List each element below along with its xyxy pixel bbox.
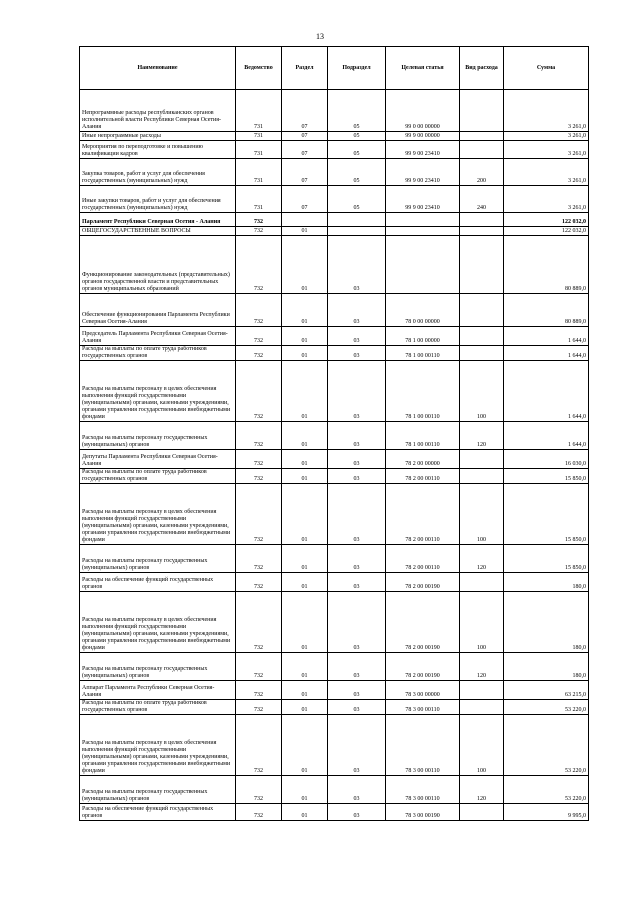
cell-type [460,450,504,469]
cell-dept: 732 [236,653,282,681]
cell-target: 78 3 00 00000 [386,681,460,700]
budget-table [79,46,589,821]
cell-amount: 15 850,0 [504,484,589,545]
cell-dept: 732 [236,327,282,346]
cell-dept: 731 [236,159,282,186]
cell-type [460,700,504,715]
cell-target: 78 1 00 00000 [386,327,460,346]
cell-type: 100 [460,484,504,545]
table-row [80,227,589,236]
cell-amount: 16 030,0 [504,450,589,469]
cell-dept: 732 [236,573,282,592]
cell-section: 01 [282,776,328,804]
cell-subsection: 03 [328,804,386,821]
cell-amount: 53 220,0 [504,776,589,804]
cell-dept: 732 [236,681,282,700]
table-row [80,186,589,213]
table-row [80,361,589,422]
cell-type [460,294,504,327]
header-expense-type: Вид расхода [460,47,504,90]
cell-amount: 80 889,0 [504,294,589,327]
cell-section: 07 [282,141,328,159]
cell-subsection: 03 [328,681,386,700]
cell-dept: 732 [236,361,282,422]
table-row [80,159,589,186]
cell-name: Закупка товаров, работ и услуг для обеспечения государственных (муниципальных) нужд [80,159,236,186]
cell-dept: 731 [236,90,282,132]
table-row [80,132,589,141]
cell-type: 100 [460,715,504,776]
cell-name: Расходы на выплаты персоналу государственных (муниципальных) органов [80,776,236,804]
cell-type [460,90,504,132]
cell-subsection: 03 [328,653,386,681]
cell-amount: 3 261,0 [504,90,589,132]
table-row [80,213,589,227]
cell-subsection: 05 [328,132,386,141]
table-row [80,422,589,450]
table-row [80,294,589,327]
table-row [80,346,589,361]
cell-subsection [328,213,386,227]
cell-target: 78 1 00 00110 [386,361,460,422]
cell-subsection: 03 [328,294,386,327]
cell-name: Расходы на выплаты по оплате труда работников государственных органов [80,700,236,715]
cell-section: 01 [282,653,328,681]
cell-dept: 732 [236,236,282,294]
cell-section: 01 [282,681,328,700]
cell-type [460,213,504,227]
cell-target: 99 9 00 23410 [386,159,460,186]
cell-dept: 732 [236,346,282,361]
cell-target: 78 2 00 00000 [386,450,460,469]
cell-name: Председатель Парламента Республики Северная Осетия-Алания [80,327,236,346]
cell-amount: 1 644,0 [504,361,589,422]
header-amount: Сумма [504,47,589,90]
table-row [80,592,589,653]
cell-target: 78 1 00 00110 [386,346,460,361]
cell-amount: 180,0 [504,653,589,681]
cell-section: 01 [282,484,328,545]
cell-type [460,346,504,361]
cell-dept: 732 [236,450,282,469]
cell-section: 01 [282,700,328,715]
cell-dept: 732 [236,469,282,484]
cell-subsection: 03 [328,700,386,715]
table-row [80,141,589,159]
cell-subsection: 03 [328,361,386,422]
table-row [80,450,589,469]
cell-dept: 732 [236,715,282,776]
cell-type: 200 [460,159,504,186]
cell-section: 01 [282,236,328,294]
cell-name: Мероприятия по переподготовке и повышению квалификации кадров [80,141,236,159]
cell-amount: 180,0 [504,573,589,592]
cell-name: Расходы на выплаты персоналу государственных (муниципальных) органов [80,545,236,573]
cell-type: 120 [460,776,504,804]
cell-target: 78 2 00 00190 [386,653,460,681]
table-row [80,236,589,294]
cell-dept: 731 [236,132,282,141]
cell-amount: 3 261,0 [504,132,589,141]
cell-section: 01 [282,346,328,361]
cell-amount: 53 220,0 [504,700,589,715]
cell-dept: 731 [236,141,282,159]
cell-name: Функционирование законодательных (представительных) органов государственной власти и представительных органов муниципальных образований [80,236,236,294]
cell-subsection: 03 [328,592,386,653]
cell-section: 01 [282,715,328,776]
cell-name: ОБЩЕГОСУДАРСТВЕННЫЕ ВОПРОСЫ [80,227,236,236]
header-subsection: Подраздел [328,47,386,90]
cell-amount: 1 644,0 [504,327,589,346]
cell-target: 99 0 00 00000 [386,90,460,132]
cell-target: 78 2 00 00110 [386,469,460,484]
cell-type [460,469,504,484]
cell-section: 01 [282,573,328,592]
cell-subsection: 03 [328,545,386,573]
cell-subsection [328,227,386,236]
cell-amount: 122 032,0 [504,227,589,236]
table-row [80,681,589,700]
cell-type: 100 [460,361,504,422]
cell-name: Расходы на выплаты персоналу государственных (муниципальных) органов [80,653,236,681]
cell-amount: 1 644,0 [504,346,589,361]
cell-type [460,681,504,700]
cell-section: 01 [282,592,328,653]
cell-name: Расходы на выплаты по оплате труда работников государственных органов [80,469,236,484]
cell-target: 78 3 00 00110 [386,715,460,776]
cell-type: 240 [460,186,504,213]
cell-name: Депутаты Парламента Республики Северная Осетия-Алания [80,450,236,469]
cell-name: Расходы на обеспечение функций государственных органов [80,804,236,821]
table-row [80,653,589,681]
cell-name: Обеспечение функционирования Парламента Республики Северная Осетия-Алания [80,294,236,327]
cell-name: Расходы на выплаты персоналу в целях обеспечения выполнения функций государственными (муниципальными) органами, казенными учреждениями, органами управления государственными внебюджетными фондами [80,592,236,653]
table-row [80,469,589,484]
cell-target: 78 3 00 00110 [386,700,460,715]
cell-type: 100 [460,592,504,653]
cell-subsection: 03 [328,327,386,346]
cell-subsection: 05 [328,141,386,159]
cell-subsection: 03 [328,469,386,484]
cell-name: Аппарат Парламента Республики Северная Осетия-Алания [80,681,236,700]
table-row [80,715,589,776]
cell-amount: 53 220,0 [504,715,589,776]
cell-subsection: 05 [328,186,386,213]
cell-type [460,236,504,294]
header-name: Наименование [80,47,236,90]
cell-type: 120 [460,653,504,681]
cell-section: 07 [282,186,328,213]
cell-target: 78 3 00 00110 [386,776,460,804]
cell-amount: 80 889,0 [504,236,589,294]
cell-target: 99 9 00 23410 [386,141,460,159]
cell-section: 07 [282,90,328,132]
cell-name: Расходы на обеспечение функций государственных органов [80,573,236,592]
cell-name: Иные непрограммные расходы [80,132,236,141]
cell-type [460,804,504,821]
cell-name: Расходы на выплаты персоналу в целях обеспечения выполнения функций государственными (муниципальными) органами, казенными учреждениями, органами управления государственными внебюджетными фондами [80,361,236,422]
cell-target: 78 3 00 00190 [386,804,460,821]
cell-amount: 3 261,0 [504,159,589,186]
header-section: Раздел [282,47,328,90]
cell-target: 78 2 00 00190 [386,573,460,592]
cell-target: 78 2 00 00190 [386,592,460,653]
cell-name: Парламент Республики Северная Осетия - Алания [80,213,236,227]
cell-dept: 732 [236,227,282,236]
cell-target: 99 9 00 00000 [386,132,460,141]
cell-dept: 732 [236,804,282,821]
cell-amount: 15 850,0 [504,469,589,484]
cell-amount: 15 850,0 [504,545,589,573]
cell-section: 07 [282,132,328,141]
cell-target: 78 2 00 00110 [386,545,460,573]
cell-section: 07 [282,159,328,186]
cell-subsection: 03 [328,346,386,361]
cell-target [386,236,460,294]
cell-type: 120 [460,422,504,450]
cell-target [386,213,460,227]
cell-amount: 63 215,0 [504,681,589,700]
cell-name: Расходы на выплаты персоналу в целях обеспечения выполнения функций государственными (муниципальными) органами, казенными учреждениями, органами управления государственными внебюджетными фондами [80,484,236,545]
cell-subsection: 03 [328,573,386,592]
cell-target: 99 9 00 23410 [386,186,460,213]
cell-dept: 732 [236,592,282,653]
cell-dept: 732 [236,776,282,804]
cell-dept: 732 [236,213,282,227]
cell-dept: 732 [236,294,282,327]
cell-name: Иные закупки товаров, работ и услуг для обеспечения государственных (муниципальных) нужд [80,186,236,213]
header-dept: Ведомство [236,47,282,90]
header-target: Целевая статья [386,47,460,90]
cell-name: Непрограммные расходы республиканских органов исполнительной власти Республики Северная Осетия-Алания [80,90,236,132]
cell-subsection: 05 [328,90,386,132]
table-row [80,700,589,715]
cell-amount: 122 032,0 [504,213,589,227]
cell-dept: 732 [236,484,282,545]
cell-section [282,213,328,227]
table-row [80,545,589,573]
cell-section: 01 [282,227,328,236]
cell-target [386,227,460,236]
cell-subsection: 05 [328,159,386,186]
cell-subsection: 03 [328,484,386,545]
cell-amount: 9 995,0 [504,804,589,821]
cell-name: Расходы на выплаты персоналу государственных (муниципальных) органов [80,422,236,450]
cell-subsection: 03 [328,236,386,294]
cell-target: 78 1 00 00110 [386,422,460,450]
table-row [80,776,589,804]
cell-name: Расходы на выплаты персоналу в целях обеспечения выполнения функций государственными (муниципальными) органами, казенными учреждениями, органами управления государственными внебюджетными фондами [80,715,236,776]
cell-type [460,141,504,159]
cell-type [460,573,504,592]
cell-name: Расходы на выплаты по оплате труда работников государственных органов [80,346,236,361]
cell-section: 01 [282,361,328,422]
cell-amount: 3 261,0 [504,141,589,159]
cell-subsection: 03 [328,450,386,469]
cell-dept: 732 [236,700,282,715]
cell-subsection: 03 [328,715,386,776]
cell-dept: 731 [236,186,282,213]
cell-target: 78 0 00 00000 [386,294,460,327]
table-row [80,573,589,592]
cell-type: 120 [460,545,504,573]
table-row [80,804,589,821]
cell-section: 01 [282,545,328,573]
cell-section: 01 [282,327,328,346]
cell-section: 01 [282,294,328,327]
cell-subsection: 03 [328,776,386,804]
table-row [80,484,589,545]
cell-section: 01 [282,469,328,484]
cell-target: 78 2 00 00110 [386,484,460,545]
cell-dept: 732 [236,422,282,450]
cell-type [460,132,504,141]
cell-section: 01 [282,422,328,450]
table-row [80,327,589,346]
page-number: 13 [316,32,324,41]
cell-amount: 180,0 [504,592,589,653]
cell-section: 01 [282,804,328,821]
cell-type [460,327,504,346]
cell-dept: 732 [236,545,282,573]
table-row [80,90,589,132]
cell-amount: 1 644,0 [504,422,589,450]
cell-subsection: 03 [328,422,386,450]
cell-type [460,227,504,236]
cell-amount: 3 261,0 [504,186,589,213]
table-header-row [80,47,589,90]
cell-section: 01 [282,450,328,469]
